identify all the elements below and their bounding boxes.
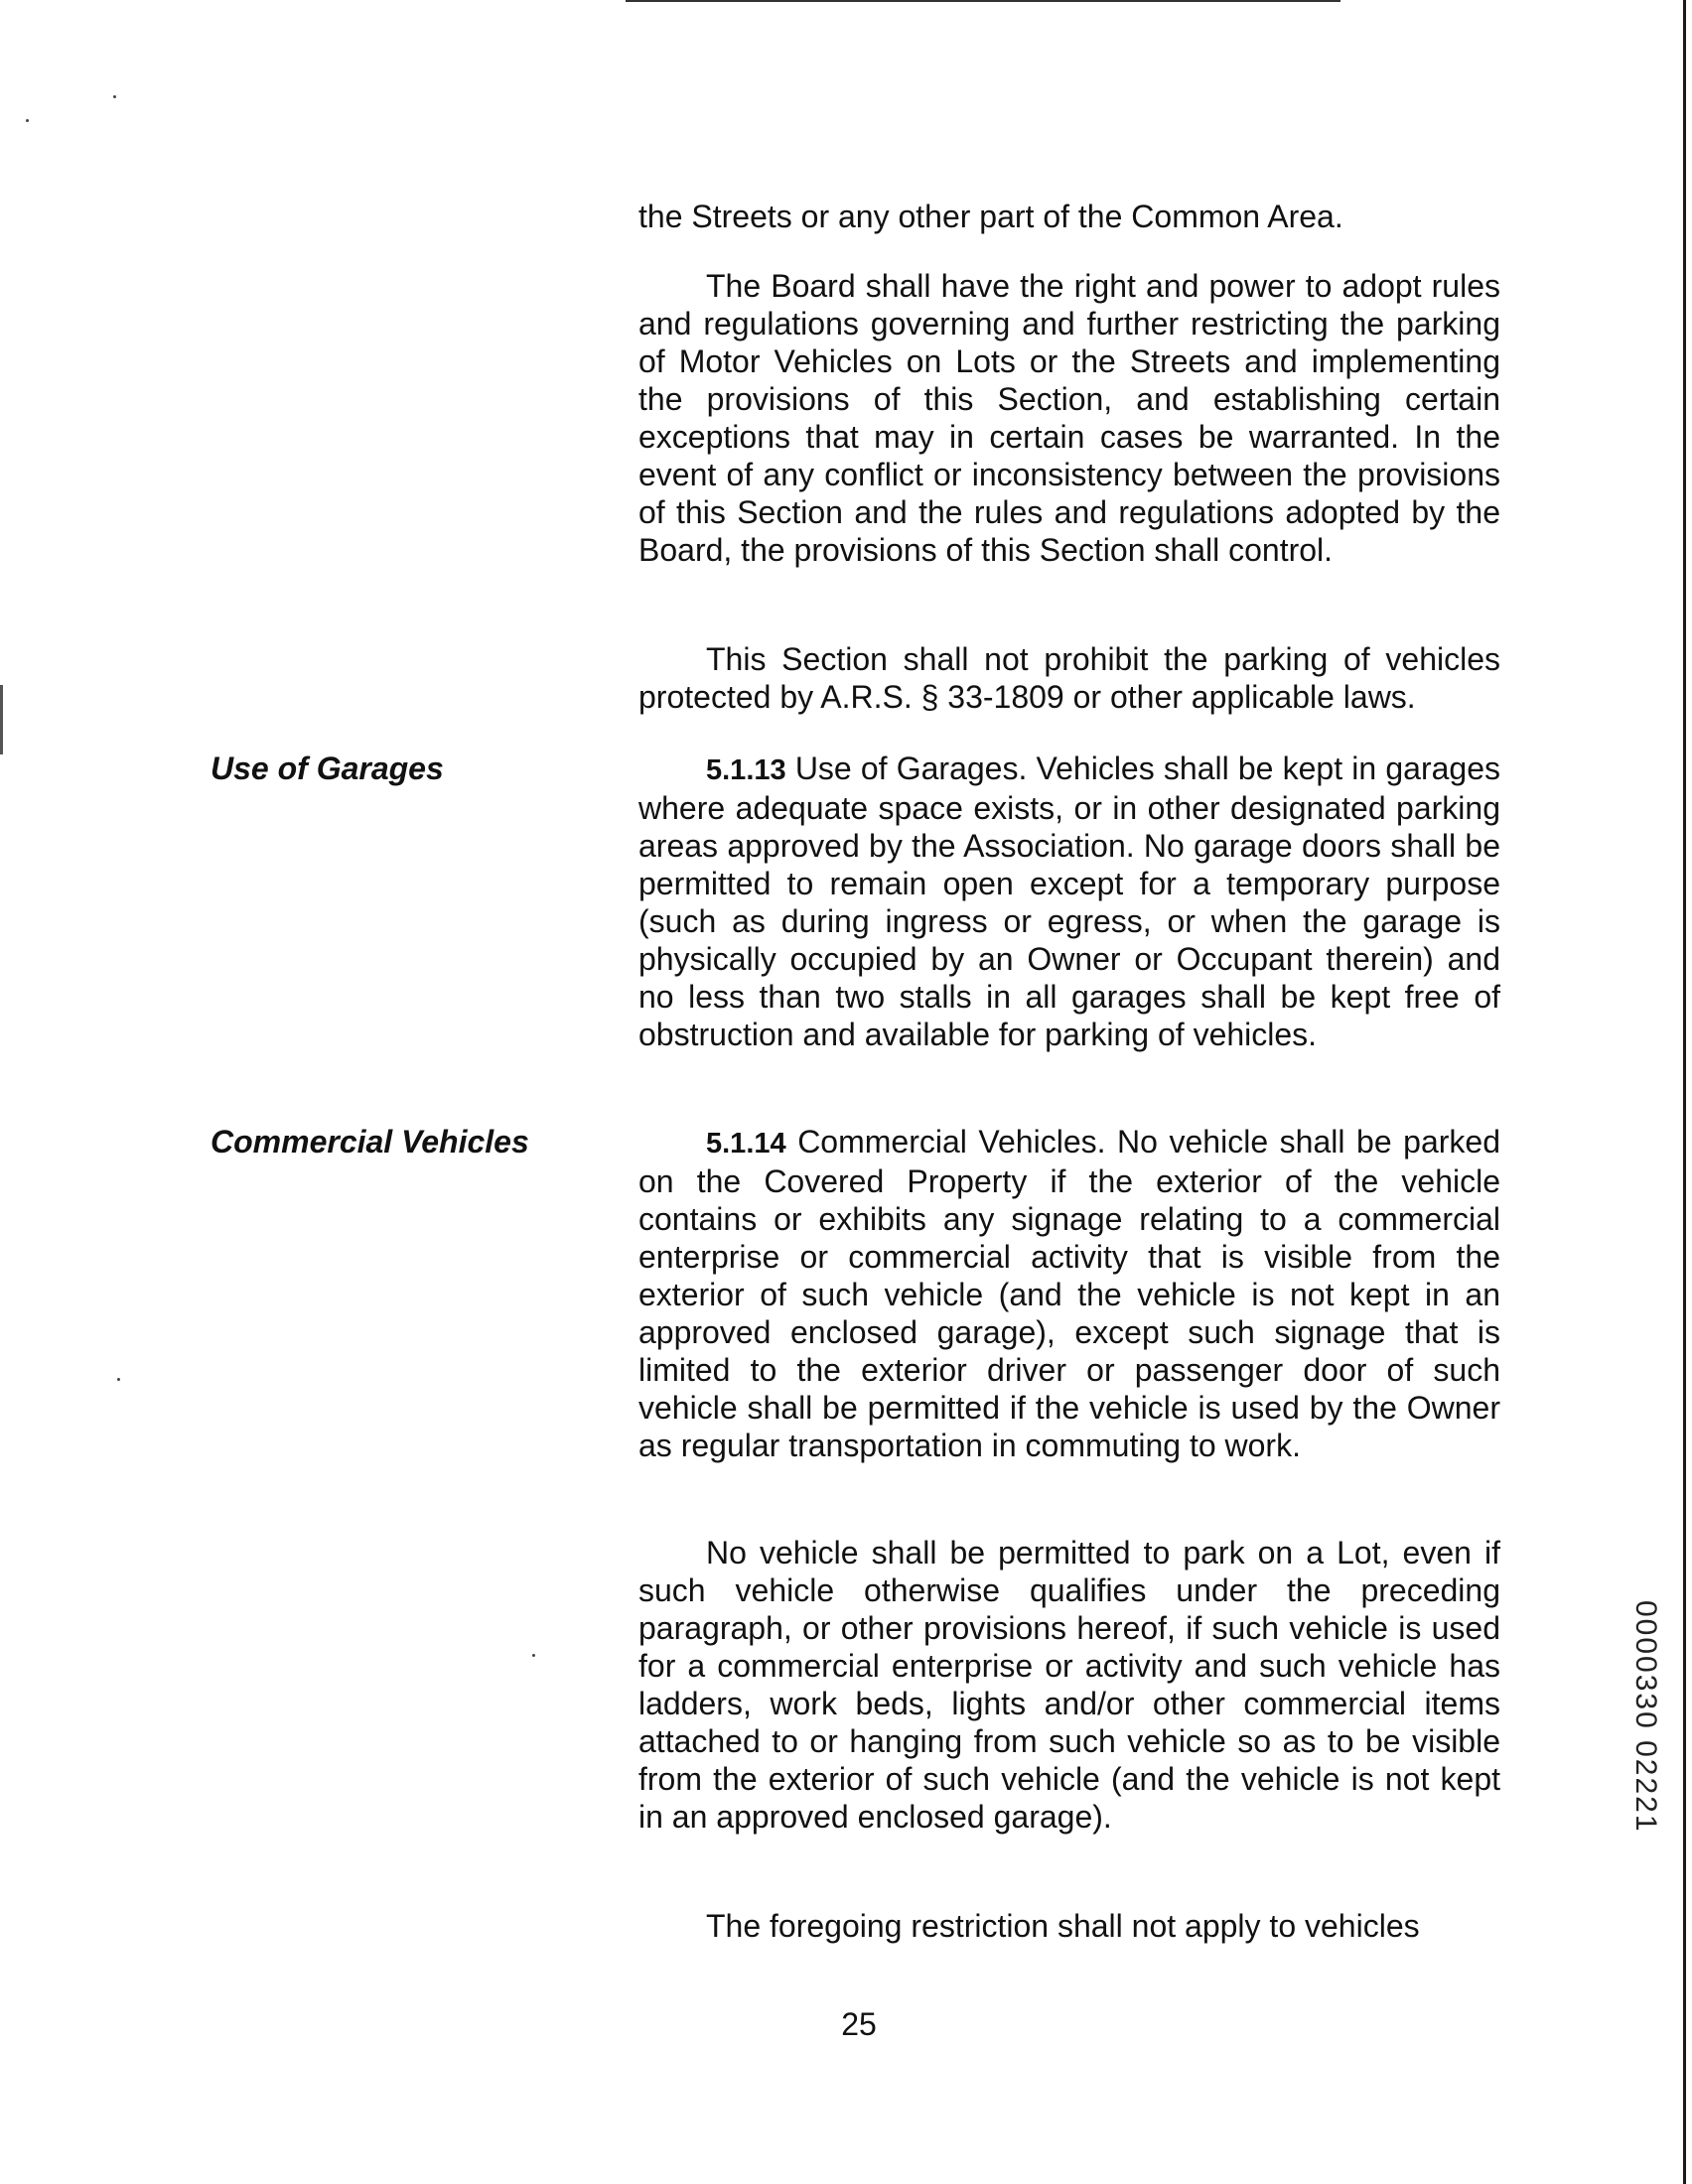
scan-speck <box>532 1654 535 1657</box>
section-5-1-14 <box>638 1123 1500 1464</box>
section-body: Commercial Vehicles. No vehicle shall be parked on the Covered Property if the exterior of the vehicle contains or exhibits any signage relating to a commercial enterprise or commercial activity that is visible from the exterior of such vehicle (and the vehicle is not kept in an approved enclosed garage), except such signage that is limited to the exterior driver or passenger door of such vehicle shall be permitted if the vehicle is used by the Owner as regular transportation in commuting to work. <box>638 1124 1500 1463</box>
paragraph-text: No vehicle shall be permitted to park on a Lot, even if such vehicle otherwise qualifies under the preceding paragraph, or other provisions hereof, if such vehicle is used for a commercial enterprise or activity and such vehicle has ladders, work beds, lights and/or other commercial items attached to or hanging from such vehicle so as to be visible from the exterior of such vehicle (and the vehicle is not kept in an approved enclosed garage). <box>638 1535 1500 1835</box>
section-body: Use of Garages. Vehicles shall be kept in garages where adequate space exists, or in other designated parking areas approved by the Association. No garage doors shall be permitted to remain open except for a temporary purpose (such as during ingress or egress, or when the garage is physically occupied by an Owner or Occupant therein) and no less than two stalls in all garages shall be kept free of obstruction and available for parking of vehicles. <box>638 751 1501 1052</box>
paragraph-continuation <box>638 198 1500 235</box>
page-number: 25 <box>841 2006 877 2042</box>
scan-speck <box>117 1378 120 1381</box>
section-5-1-13 <box>638 750 1500 1053</box>
scan-speck <box>26 119 29 122</box>
paragraph-text <box>638 1123 1500 1464</box>
paragraph-text: the Streets or any other part of the Common Area. <box>638 199 1343 234</box>
scan-right-edge <box>1683 0 1686 2184</box>
margin-heading-use-of-garages: Use of Garages <box>211 751 444 786</box>
recording-stamp-text: 0000330 02221 <box>1629 1600 1662 1834</box>
paragraph-text: The foregoing restriction shall not apply to vehicles <box>706 1908 1420 1944</box>
paragraph-commercial-items <box>638 1534 1500 1836</box>
margin-heading-commercial-vehicles: Commercial Vehicles <box>211 1124 529 1160</box>
section-number: 5.1.13 <box>706 754 786 786</box>
scan-top-edge <box>626 0 1340 2</box>
section-number: 5.1.14 <box>706 1128 786 1160</box>
scan-speck <box>113 95 116 98</box>
paragraph-text: The Board shall have the right and power to adopt rules and regulations governing and further restricting the parking of Motor Vehicles on Lots or the Streets and implementing the provisions of this Section, and establishing certain exceptions that may in certain cases be warranted. In the event of any conflict or inconsistency between the provisions of this Section and the rules and regulations adopted by the Board, the provisions of this Section shall control. <box>638 268 1500 568</box>
paragraph-ars-exception <box>638 640 1500 716</box>
scan-left-mark <box>0 685 3 754</box>
paragraph-foregoing-restriction <box>638 1907 1500 1945</box>
paragraph-text <box>638 750 1500 1053</box>
paragraph-text: This Section shall not prohibit the parking of vehicles protected by A.R.S. § 33-1809 or other applicable laws. <box>638 641 1500 715</box>
recording-stamp <box>1628 1600 1668 1868</box>
paragraph-board-rules <box>638 267 1500 569</box>
